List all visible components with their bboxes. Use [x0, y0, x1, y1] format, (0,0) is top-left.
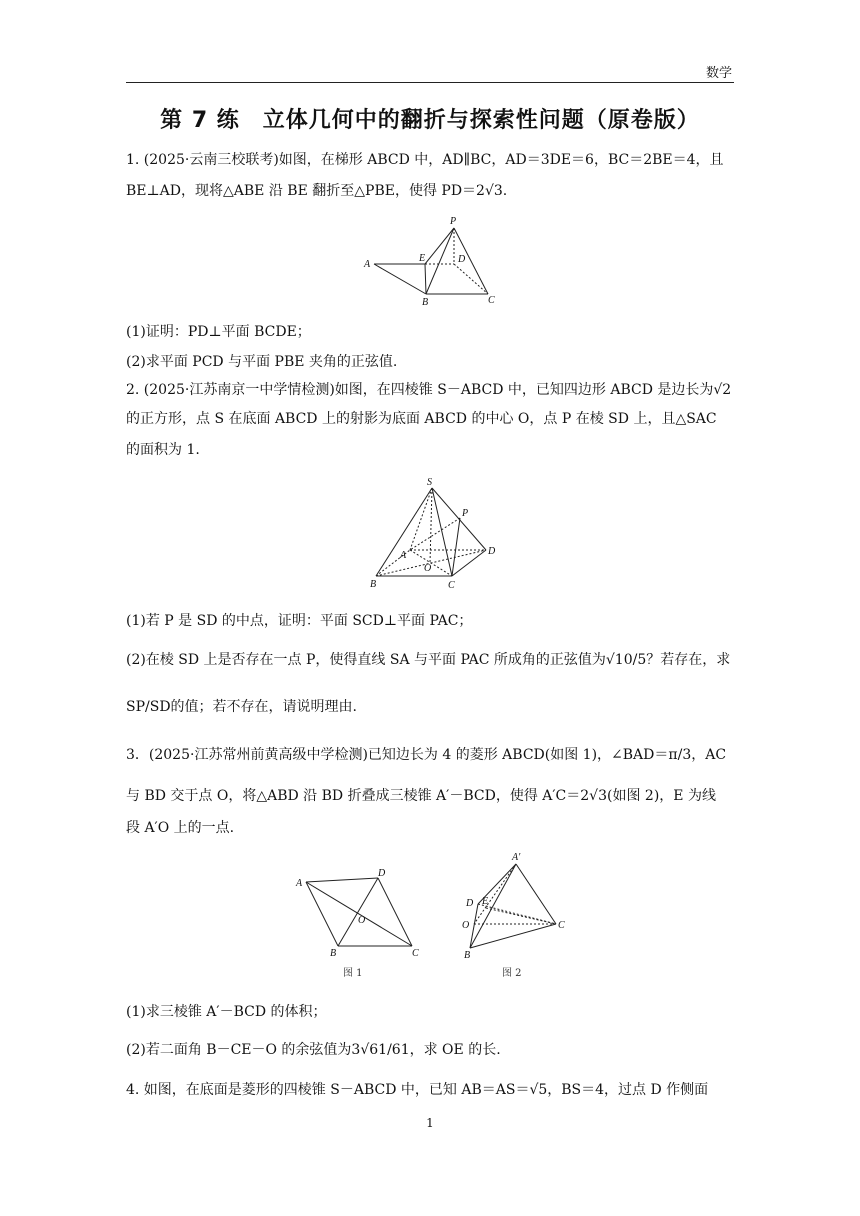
label-B: B — [422, 297, 429, 306]
figure-1 — [360, 214, 505, 306]
label-P: P — [462, 508, 469, 519]
label-P: P — [450, 216, 457, 227]
label-B: B — [370, 579, 377, 590]
figure-4-caption: 图 2 — [502, 968, 522, 979]
label-D: D — [378, 868, 386, 879]
label-A: A — [364, 259, 371, 270]
problem-1-q2: (2)求平面 PCD 与平面 PBE 夹角的正弦值. — [126, 354, 398, 370]
label-A: A — [400, 550, 407, 561]
problem-3-line-1: 3．(2025·江苏常州前黄高级中学检测)已知边长为 4 的菱形 ABCD(如图 1)，∠BAD＝π/3，AC — [126, 747, 727, 763]
label-C: C — [412, 948, 419, 958]
figure-3-rhombus — [292, 866, 428, 958]
label-C: C — [488, 295, 495, 306]
figure-3-tetrahedron — [456, 850, 576, 962]
label-C: C — [448, 580, 455, 591]
problem-1-line-1: 1. (2025·云南三校联考)如图，在梯形 ABCD 中，AD∥BC，AD＝3DE＝6，BC＝2BE＝4，且 — [126, 152, 724, 168]
label-A: A — [296, 878, 303, 889]
label-O: O — [424, 563, 432, 574]
figure-2 — [364, 474, 500, 592]
problem-3-q2: (2)若二面角 B－CE－O 的余弦值为3√61/61，求 OE 的长. — [126, 1042, 501, 1058]
page-title: 第 7 练 立体几何中的翻折与探索性问题（原卷版） — [160, 108, 700, 133]
label-O: O — [358, 915, 366, 926]
header-rule — [126, 82, 734, 83]
label-B: B — [464, 950, 471, 961]
label-S: S — [427, 477, 432, 488]
problem-2-q2: (2)在棱 SD 上是否存在一点 P，使得直线 SA 与平面 PAC 所成角的正弦值为√10/5？若存在，求 — [126, 652, 731, 668]
problem-3-line-3: 段 A′O 上的一点. — [126, 820, 235, 836]
label-B: B — [330, 948, 337, 958]
label-E: E — [419, 253, 426, 264]
problem-1-q1: (1)证明：PD⊥平面 BCDE； — [126, 324, 311, 340]
label-D: D — [466, 898, 474, 909]
label-D: D — [458, 254, 466, 265]
label-A-prime: A′ — [512, 852, 521, 863]
problem-2-line-1: 2. (2025·江苏南京一中学情检测)如图，在四棱锥 S－ABCD 中，已知四边形 ABCD 是边长为√2 — [126, 382, 732, 398]
label-E: E — [482, 896, 489, 907]
problem-2-line-3: 的面积为 1. — [126, 442, 200, 458]
problem-3-line-2: 与 BD 交于点 O，将△ABD 沿 BD 折叠成三棱锥 A′－BCD，使得 A′C＝2√3(如图 2)，E 为线 — [126, 788, 716, 804]
problem-4-line-1: 4. 如图，在底面是菱形的四棱锥 S－ABCD 中，已知 AB＝AS＝√5，BS＝4，过点 D 作侧面 — [126, 1082, 709, 1098]
label-D: D — [488, 546, 496, 557]
problem-2-q1: (1)若 P 是 SD 的中点，证明：平面 SCD⊥平面 PAC； — [126, 613, 473, 629]
problem-2-line-2: 的正方形，点 S 在底面 ABCD 上的射影为底面 ABCD 的中心 O，点 P 在棱 SD 上，且△SAC — [126, 411, 717, 427]
label-O: O — [462, 920, 470, 931]
figure-3-caption: 图 1 — [343, 968, 363, 979]
label-C: C — [558, 920, 565, 931]
problem-2-q2b: SP/SD的值；若不存在，请说明理由. — [126, 699, 357, 715]
problem-1-line-2: BE⊥AD，现将△ABE 沿 BE 翻折至△PBE，使得 PD＝2√3. — [126, 183, 508, 199]
problem-3-q1: (1)求三棱锥 A′－BCD 的体积； — [126, 1004, 327, 1020]
page-number: 1 — [426, 1116, 434, 1130]
header-subject: 数学 — [705, 66, 732, 81]
